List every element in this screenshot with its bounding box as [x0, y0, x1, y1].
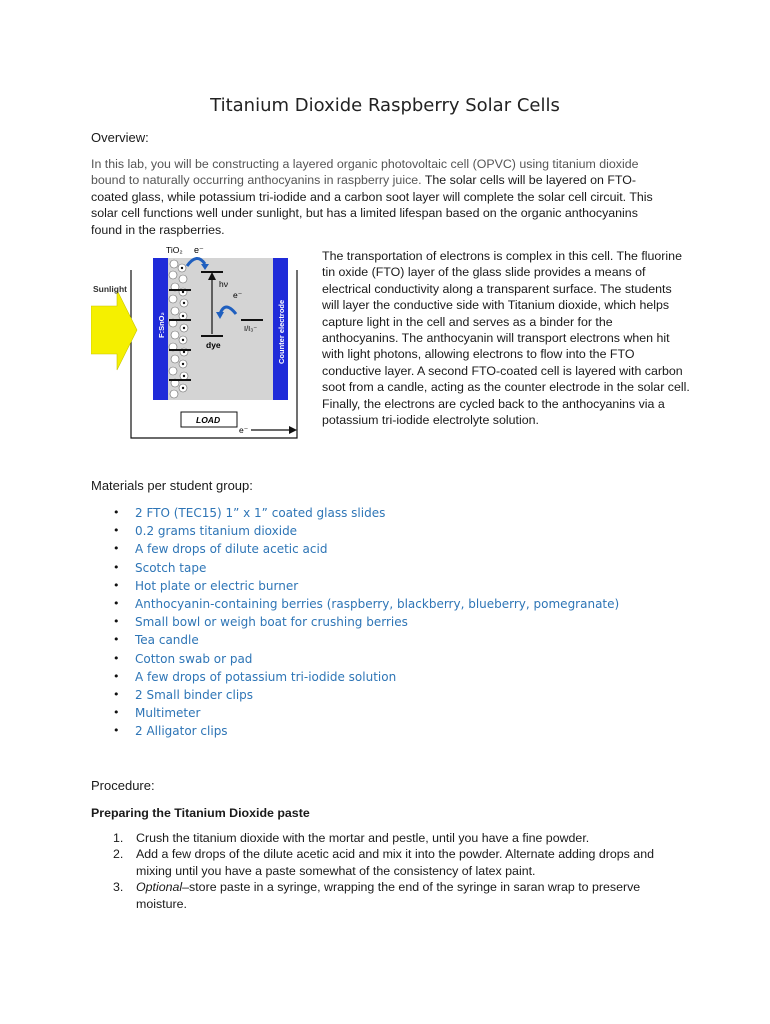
list-item: • Small bowl or weigh boat for crushing berries: [113, 613, 619, 631]
counter-electrode-label: Counter electrode: [277, 299, 286, 364]
overview-heading: Overview:: [91, 130, 149, 145]
materials-list: [113, 504, 619, 740]
list-item: • A few drops of dilute acetic acid: [113, 540, 619, 558]
bullet-icon: •: [113, 542, 120, 556]
step-number: 1.: [113, 831, 124, 845]
procedure-heading: Procedure:: [91, 778, 155, 793]
bullet-icon: •: [113, 706, 120, 720]
load-label: LOAD: [196, 415, 221, 425]
electron-transport-paragraph: The transportation of electrons is complex in this cell. The fluorine tin oxide (FTO) layer of the glass slide provides a means of electrical conductivity along a transparent surface. The students will layer the conductive side with Titanium dioxide, which helps capture light in the cell and serves as a binder for the anthocyanins. The anthocyanin will transport electrons when hit with light photons, allowing electrons to flow into the FTO conductive layer. A second FTO-coated cell is layered with carbon soot from a candle, acting as the counter electrode in the solar cell. Finally, the electrons are cycled back to the anthocyanins via a potassium tri-iodide electrolyte solution.: [322, 249, 690, 428]
tio2-label: TiO₂: [166, 245, 183, 255]
list-item: • Hot plate or electric burner: [113, 577, 619, 595]
bullet-icon: •: [113, 578, 120, 592]
list-item: • 2 Alligator clips: [113, 722, 619, 740]
bullet-icon: •: [113, 669, 120, 683]
intro-paragraph: [91, 156, 661, 238]
step-number: 2.: [113, 847, 124, 862]
bullet-icon: •: [113, 506, 120, 519]
solar-cell-diagram: [91, 242, 313, 442]
step-text: –store paste in a syringe, wrapping the end of the syringe in saran wrap to preserve moisture.: [136, 880, 641, 911]
list-item: • A few drops of potassium tri-iodide solution: [113, 668, 619, 686]
page-title: Titanium Dioxide Raspberry Solar Cells: [210, 95, 560, 116]
sunlight-label: Sunlight: [93, 284, 127, 294]
intro-text-part1: In this lab, you will be constructing a layered organic photovoltaic cell (OPVC) using titanium dioxide bound to naturally occurring anthocyanins in raspberry juice.: [91, 157, 639, 188]
step-text: Add a few drops of the dilute acetic acid and mix it into the powder. Alternate adding drops and mixing until you have a paste somewhat of the consistency of latex paint.: [136, 847, 654, 878]
list-item: • Multimeter: [113, 704, 619, 722]
bullet-icon: •: [113, 560, 120, 574]
procedure-step: [113, 879, 673, 912]
paste-subheading: Preparing the Titanium Dioxide paste: [91, 806, 310, 820]
list-item: • 2 Small binder clips: [113, 686, 619, 704]
list-item: • Scotch tape: [113, 559, 619, 577]
fsno2-label: F:SnO₂: [157, 312, 166, 338]
dye-label: dye: [206, 340, 221, 350]
electron-label-bottom: e⁻: [239, 425, 249, 435]
procedure-step: [113, 830, 673, 846]
step-number: 3.: [113, 880, 124, 895]
list-item: • Tea candle: [113, 631, 619, 649]
list-item: • 2 FTO (TEC15) 1” x 1” coated glass slides: [113, 504, 619, 522]
iodide-label: I/I₃⁻: [244, 324, 258, 333]
sunlight-arrow: [91, 290, 137, 370]
list-item: • 0.2 grams titanium dioxide: [113, 522, 619, 540]
bullet-icon: •: [113, 633, 120, 647]
list-item: • Cotton swab or pad: [113, 650, 619, 668]
procedure-step: [113, 846, 673, 879]
bullet-icon: •: [113, 596, 120, 610]
step-optional-label: Optional: [136, 880, 183, 895]
materials-heading: Materials per student group:: [91, 478, 253, 493]
electron-label-top: e⁻: [194, 245, 204, 255]
bullet-icon: •: [113, 615, 120, 629]
intro-text-part2: The solar cells will be layered on FTO-coated glass, while potassium tri-iodide and a carbon soot layer will complete the solar cell circuit. This solar cell functions well under sunlight, but has a limited lifespan based on the organic anthocyanins found in the raspberries.: [91, 173, 653, 237]
bullet-icon: •: [113, 724, 120, 738]
procedure-steps: [113, 830, 673, 912]
bullet-icon: •: [113, 687, 120, 701]
step-text: Crush the titanium dioxide with the mortar and pestle, until you have a fine powder.: [136, 831, 590, 845]
electron-label-mid: e⁻: [233, 290, 243, 300]
bullet-icon: •: [113, 651, 120, 665]
list-item: • Anthocyanin-containing berries (raspberry, blackberry, blueberry, pomegranate): [113, 595, 619, 613]
hv-label: hν: [219, 279, 228, 289]
bullet-icon: •: [113, 524, 120, 538]
